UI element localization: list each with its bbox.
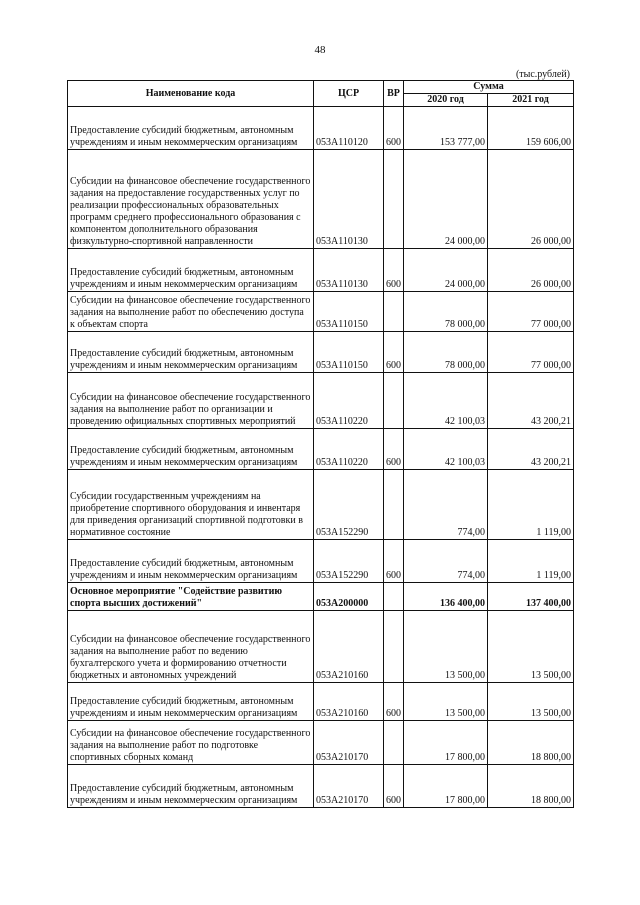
row-csr: 053А200000: [314, 583, 384, 611]
row-2021: 13 500,00: [488, 611, 574, 683]
header-2021: 2021 год: [488, 94, 574, 107]
row-vr: [384, 721, 404, 765]
row-csr: 053А110220: [314, 429, 384, 470]
row-csr: 053А110150: [314, 332, 384, 373]
row-2020: 78 000,00: [404, 332, 488, 373]
page-number: 48: [314, 44, 326, 56]
row-csr: 053А210160: [314, 683, 384, 721]
row-vr: 600: [384, 429, 404, 470]
row-2020: 17 800,00: [404, 721, 488, 765]
row-csr: 053А210170: [314, 721, 384, 765]
row-name: Предоставление субсидий бюджетным, автономным учреждениям и иным некоммерческим организациям: [68, 429, 314, 470]
row-vr: 600: [384, 107, 404, 150]
row-vr: [384, 470, 404, 540]
table-row: [68, 683, 574, 721]
table-row: [68, 150, 574, 249]
row-csr: 053А152290: [314, 540, 384, 583]
row-2021: 13 500,00: [488, 683, 574, 721]
table-row: [68, 373, 574, 429]
table-row: [68, 540, 574, 583]
row-2020: 13 500,00: [404, 683, 488, 721]
row-name: Субсидии государственным учреждениям на приобретение спортивного оборудования и инвентаря для приведения организаций спортивной подготовки в нормативное состояние: [68, 470, 314, 540]
table-row: [68, 583, 574, 611]
row-2020: 17 800,00: [404, 765, 488, 808]
row-vr: 600: [384, 540, 404, 583]
row-2020: 153 777,00: [404, 107, 488, 150]
row-2020: 78 000,00: [404, 292, 488, 332]
row-csr: 053А110120: [314, 107, 384, 150]
row-name: Субсидии на финансовое обеспечение государственного задания на выполнение работ по подготовке спортивных сборных команд: [68, 721, 314, 765]
table-row: [68, 470, 574, 540]
row-name: Предоставление субсидий бюджетным, автономным учреждениям и иным некоммерческим организациям: [68, 765, 314, 808]
header-sum: Сумма: [404, 81, 574, 94]
header-2020: 2020 год: [404, 94, 488, 107]
header-name: Наименование кода: [68, 81, 314, 107]
row-2021: 137 400,00: [488, 583, 574, 611]
row-2021: 77 000,00: [488, 332, 574, 373]
header-csr: ЦСР: [314, 81, 384, 107]
row-2020: 42 100,03: [404, 373, 488, 429]
budget-table: [67, 80, 574, 808]
row-vr: [384, 292, 404, 332]
row-vr: 600: [384, 249, 404, 292]
table-row: [68, 292, 574, 332]
row-2021: 159 606,00: [488, 107, 574, 150]
table-row: [68, 249, 574, 292]
row-name: Субсидии на финансовое обеспечение государственного задания на выполнение работ по ведению бухгалтерского учета и формированию отчетности бюджетных и автономных учреждений: [68, 611, 314, 683]
row-2020: 774,00: [404, 470, 488, 540]
row-csr: 053А110130: [314, 249, 384, 292]
row-vr: 600: [384, 683, 404, 721]
row-csr: 053А210160: [314, 611, 384, 683]
table-row: [68, 107, 574, 150]
row-vr: [384, 583, 404, 611]
row-2021: 1 119,00: [488, 470, 574, 540]
row-2021: 26 000,00: [488, 249, 574, 292]
row-2021: 18 800,00: [488, 721, 574, 765]
row-name: Предоставление субсидий бюджетным, автономным учреждениям и иным некоммерческим организациям: [68, 249, 314, 292]
row-name: Субсидии на финансовое обеспечение государственного задания на выполнение работ по организации и проведению официальных спортивных мероприятий: [68, 373, 314, 429]
row-name: Предоставление субсидий бюджетным, автономным учреждениям и иным некоммерческим организациям: [68, 540, 314, 583]
row-2021: 43 200,21: [488, 373, 574, 429]
table-row: [68, 721, 574, 765]
row-name: Предоставление субсидий бюджетным, автономным учреждениям и иным некоммерческим организациям: [68, 332, 314, 373]
row-2020: 24 000,00: [404, 249, 488, 292]
row-name: Предоставление субсидий бюджетным, автономным учреждениям и иным некоммерческим организациям: [68, 107, 314, 150]
row-name: Предоставление субсидий бюджетным, автономным учреждениям и иным некоммерческим организациям: [68, 683, 314, 721]
row-2021: 43 200,21: [488, 429, 574, 470]
row-name: Основное мероприятие "Содействие развитию спорта высших достижений": [68, 583, 314, 611]
row-vr: 600: [384, 765, 404, 808]
row-2021: 26 000,00: [488, 150, 574, 249]
row-2021: 1 119,00: [488, 540, 574, 583]
row-2021: 77 000,00: [488, 292, 574, 332]
table-row: [68, 611, 574, 683]
row-vr: [384, 150, 404, 249]
table-body: [68, 107, 574, 808]
table-row: [68, 429, 574, 470]
table-row: [68, 765, 574, 808]
row-2020: 24 000,00: [404, 150, 488, 249]
table-row: [68, 332, 574, 373]
row-2020: 13 500,00: [404, 611, 488, 683]
row-csr: 053А110220: [314, 373, 384, 429]
row-name: Субсидии на финансовое обеспечение государственного задания на предоставление государственных услуг по реализации профессиональных образовательных программ среднего профессионального образования с компонентом дополнительного образования физкультурно-спортивной направленности: [68, 150, 314, 249]
row-2020: 42 100,03: [404, 429, 488, 470]
row-csr: 053А110150: [314, 292, 384, 332]
row-2020: 136 400,00: [404, 583, 488, 611]
units-label: (тыс.рублей): [515, 69, 570, 80]
row-vr: 600: [384, 332, 404, 373]
row-csr: 053А152290: [314, 470, 384, 540]
row-2020: 774,00: [404, 540, 488, 583]
row-2021: 18 800,00: [488, 765, 574, 808]
row-csr: 053А210170: [314, 765, 384, 808]
row-vr: [384, 611, 404, 683]
row-vr: [384, 373, 404, 429]
row-name: Субсидии на финансовое обеспечение государственного задания на выполнение работ по обеспечению доступа к объектам спорта: [68, 292, 314, 332]
header-vr: ВР: [384, 81, 404, 107]
row-csr: 053А110130: [314, 150, 384, 249]
